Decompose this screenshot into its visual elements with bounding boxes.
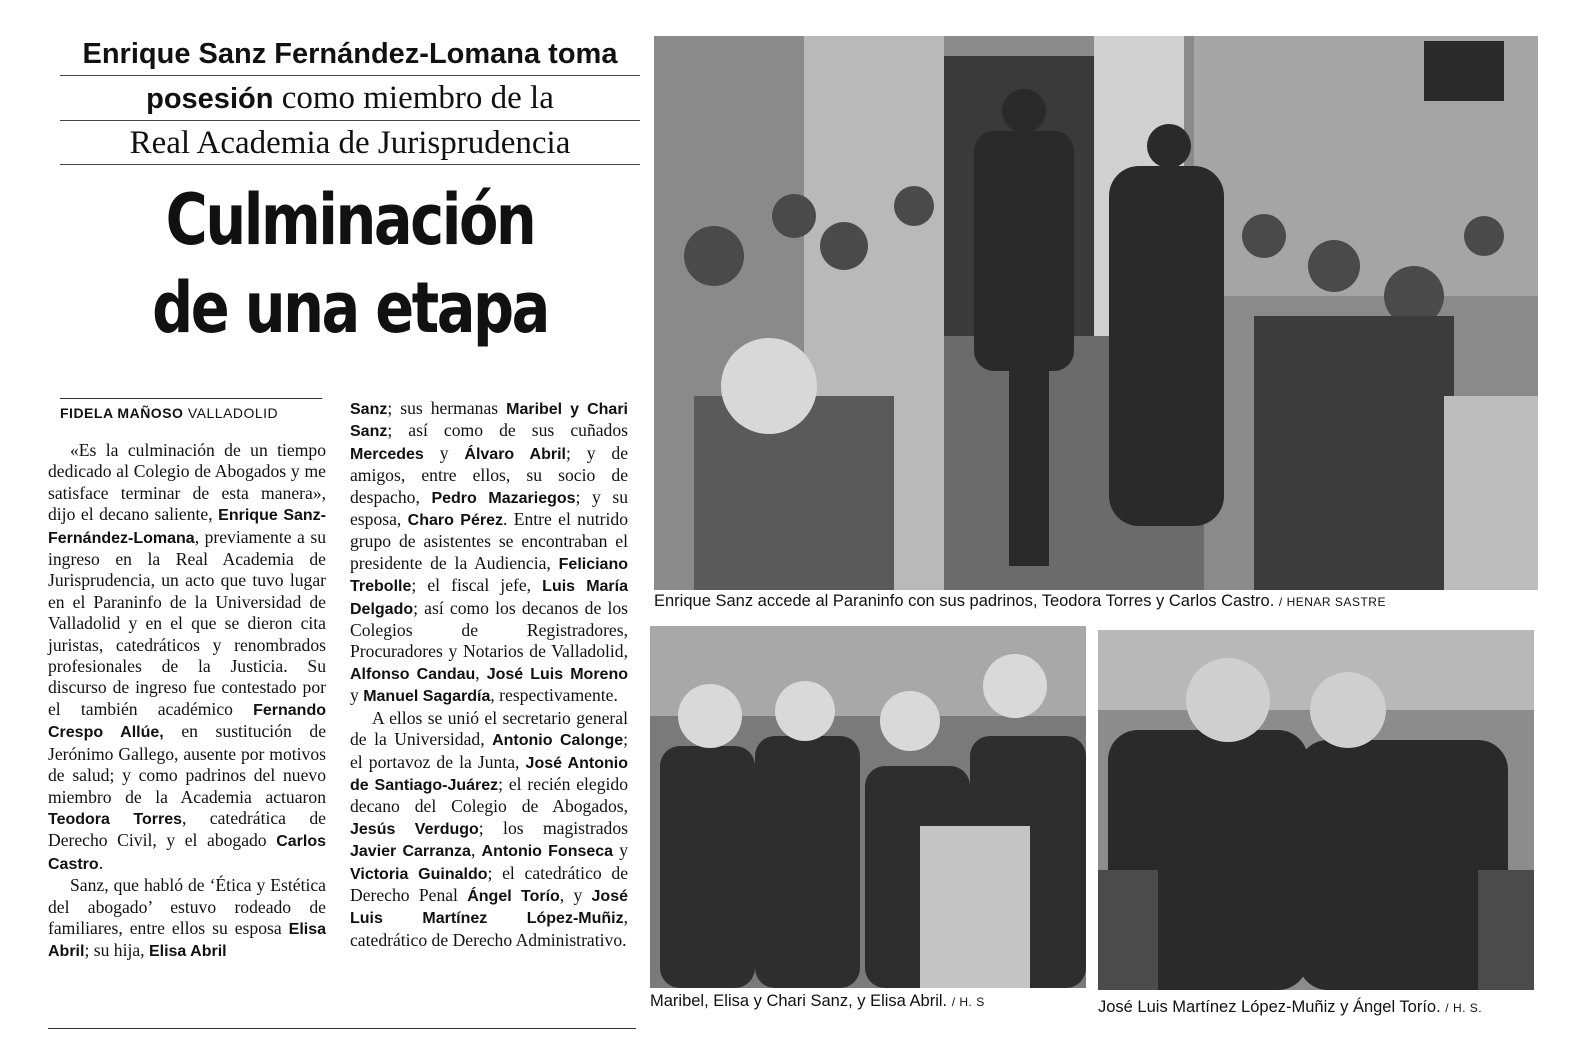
kicker-line-1: Enrique Sanz Fernández-Lomana toma [60, 32, 640, 76]
name-highlight: José Luis Martínez López-Muñiz [350, 887, 628, 928]
byline-author: FIDELA MAÑOSO [60, 405, 184, 421]
name-highlight: Teodora Torres [48, 810, 182, 828]
name-highlight: Ángel Torío [467, 887, 560, 905]
name-highlight: Victoria Guinaldo [350, 865, 488, 883]
name-highlight: Elisa Abril [148, 943, 227, 961]
name-highlight: Javier Carranza [350, 843, 471, 861]
name-highlight: Elisa Abril [48, 920, 326, 961]
photo-women [650, 626, 1086, 988]
paragraph: Sanz; sus hermanas Maribel y Chari Sanz; así como de sus cuñados Mercedes y Álvaro Abril; y de amigos, entre ellos, su socio de despacho, Pedro Mazariegos; y su esposa, Charo Pérez. Entre el nutrido grupo de asistentes se encontraban el presidente de la Audiencia, Feliciano Trebolle; el fiscal jefe, Luis María Delgado; así como los decanos de los Colegios de Registradores, Procuradores y Notarios de Valladolid, Alfonso Candau, José Luis Moreno y Manuel Sagardía, respectivamente. [350, 398, 629, 706]
name-highlight: Antonio Fonseca [481, 843, 614, 861]
name-highlight: Fernando Crespo Allúe, [48, 701, 326, 742]
byline [60, 398, 322, 421]
kicker-line-2: posesión como miembro de la [60, 76, 640, 121]
paragraph: «Es la culminación de un tiempo dedicado al Colegio de Abogados y me satisface terminar de esta manera», dijo el decano saliente, Enrique Sanz-Fernández-Lomana, previamente a su ingreso en la Real Academia de Jurisprudencia, un acto que tuvo lugar en el Paraninfo de la Universidad de Valladolid y en el que se dieron cita juristas, catedráticos y renombrados profesionales de la Justicia. Su discurso de ingreso fue contestado por el también académico Fernando Crespo Allúe, en sustitución de Jerónimo Gallego, ausente por motivos de salud; y como padrinos del nuevo miembro de la Academia actuaron Teodora Torres, catedrática de Derecho Civil, y el abogado Carlos Castro. [48, 440, 326, 873]
photo-women-image [650, 626, 1086, 988]
name-highlight: Álvaro Abril [464, 445, 566, 463]
name-highlight: Charo Pérez [407, 512, 503, 530]
photo-men [1098, 630, 1534, 990]
article-column-2 [350, 398, 628, 951]
name-highlight: Maribel y Chari Sanz [350, 401, 628, 441]
kicker-line-3: Real Academia de Jurisprudencia [60, 121, 640, 165]
article-column-1 [48, 440, 326, 963]
name-highlight: Pedro Mazariegos [431, 489, 576, 507]
name-highlight: José Antonio de Santiago-Juárez [350, 754, 628, 794]
name-highlight: Feliciano Trebolle [350, 555, 628, 596]
name-highlight: Enrique Sanz-Fernández-Lomana [48, 507, 326, 547]
name-highlight: José Luis Moreno [486, 665, 628, 683]
headline-line-2: de una etapa [152, 267, 548, 349]
caption-main: Enrique Sanz accede al Paraninfo con sus padrinos, Teodora Torres y Carlos Castro. / HENAR SASTRE [654, 592, 1386, 610]
paragraph: Sanz, que habló de ‘Ética y Estética del abogado’ estuvo rodeado de familiares, entre ellos su esposa Elisa Abril; su hija, Elisa Abril [48, 875, 326, 961]
headline-line-1: Culminación [165, 179, 535, 261]
name-highlight: Luis María Delgado [350, 578, 628, 618]
byline-place: VALLADOLID [187, 405, 279, 421]
photo-main [654, 36, 1538, 590]
name-highlight: Sanz [350, 401, 388, 418]
caption-men: José Luis Martínez López-Muñiz y Ángel Torío. / H. S. [1098, 998, 1483, 1016]
name-highlight: Mercedes [350, 445, 424, 463]
photo-men-image [1098, 630, 1534, 990]
name-highlight: Antonio Calonge [492, 732, 624, 750]
name-highlight: Alfonso Candau [350, 665, 476, 683]
paragraph: A ellos se unió el secretario general de la Universidad, Antonio Calonge; el portavoz de la Junta, José Antonio de Santiago-Juárez; el recién elegido decano del Colegio de Abogados, Jesús Verdugo; los magistrados Javier Carranza, Antonio Fonseca y Victoria Guinaldo; el catedrático de Derecho Penal Ángel Torío, y José Luis Martínez López-Muñiz, catedrático de Derecho Administrativo. [350, 707, 629, 950]
kicker [60, 32, 640, 165]
name-highlight: Jesús Verdugo [350, 820, 479, 838]
name-highlight: Carlos Castro [48, 833, 326, 873]
bottom-rule [48, 1028, 636, 1029]
name-highlight: Manuel Sagardía [363, 688, 491, 706]
headline [112, 176, 588, 352]
photo-main-image [654, 36, 1538, 590]
caption-women: Maribel, Elisa y Chari Sanz, y Elisa Abril. / H. S [650, 992, 985, 1010]
